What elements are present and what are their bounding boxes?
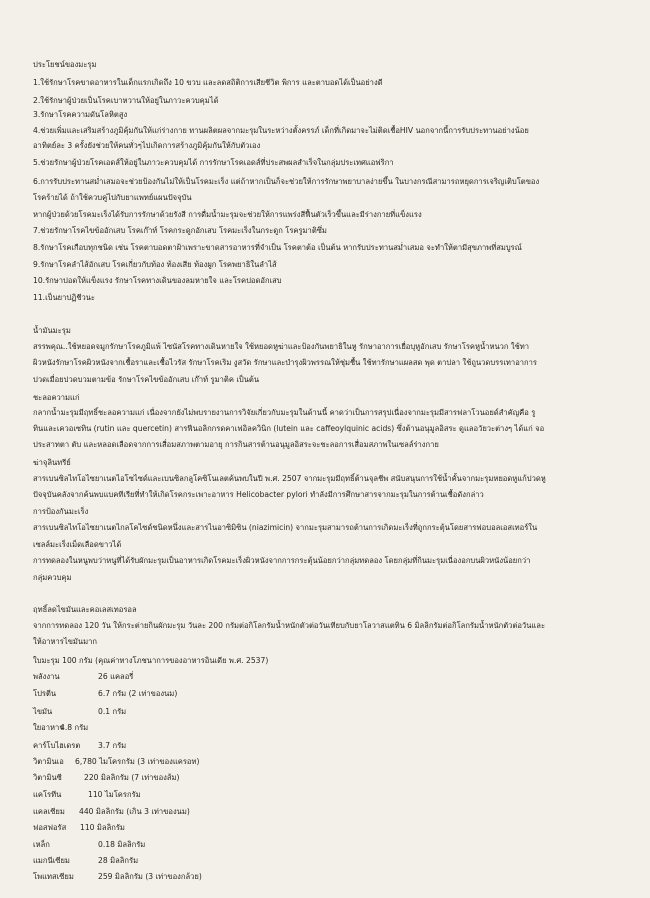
text-line: ปัจจุบันคลังจากค้นพบแบคทีเรียที่ทำให้เกิดโรคกระเพาะอาหาร Helicobacter pylori ทำลังมีการศึกษาสารจากมะรุมในการต้านเชื้อดังกล่าว	[33, 490, 484, 499]
text-line: 9.รักษาโรคลำไส้อักเสบ โรคเกี่ยวกับท้อง ท้องเสีย ท้องผูก โรคพยาธิในลำไส้	[33, 260, 277, 269]
text-line: ปวดเมื่อยปวดบวมตามข้อ รักษาโรคไขข้ออักเสบ เก๊าท์ รูมาติค เป็นต้น	[33, 375, 260, 384]
nutrient-value: 3.7 กรัม	[98, 741, 127, 750]
text-line: 10.รักษาปอดให้แข็งแรง รักษาโรคทางเดินของลมหายใจ และโรคปอดอักเสบ	[33, 276, 282, 285]
text-line: 3.รักษาโรคความดันโลหิตสูง	[33, 110, 128, 119]
text-line: 5.ช่วยรักษาผู้ป่วยโรคเอดส์ให้อยู่ในภาวะควบคุมได้ การรักษาโรคเอดส์ที่ประสพผลสำเร็จในกลุ่มประเทศแอฟริกา	[33, 158, 394, 167]
text-line: 11.เป็นยาปฏิชีวนะ	[33, 293, 96, 302]
nutrition-title: ใบมะรุม 100 กรัม (คุณค่าทางโภชนาการของอาหารอินเดีย พ.ศ. 2537)	[33, 656, 269, 665]
text-line: โรคร้ายได้ ถ้าใช้ควบคู่ไปกับยาแพทย์แผนปัจจุบัน	[33, 193, 192, 202]
text-line: 2.ใช้รักษาผู้ป่วยเป็นโรคเบาหวานให้อยู่ในภาวะควบคุมได้	[33, 96, 219, 105]
text-line: กลากน้ำมะรุมมีฤทธิ์ชะลอความแก่ เนื่องจากยังไม่พบรายงานการวิจัยเกี่ยวกับมะรุมในด้านนี้ คาดว่าเป็นการสรุปเนื่องจากมะรุมมีสารฟลาโวนอยด์สำคัญคือ รู	[33, 408, 536, 417]
nutrient-label: วิตามินเอ	[33, 757, 64, 766]
nutrient-label: คาร์โบไฮเดรต	[33, 741, 81, 750]
nutrient-value: 6,780 ไมโครกรัม (3 เท่าของแครอท)	[75, 757, 200, 766]
oil-heading: น้ำมันมะรุม	[33, 326, 71, 335]
text-line: สารเบนซิลไทโอไซยาเนตไอโซไซด์และเบนซิลกลูโคซิโนเลตค้นพบในปี พ.ศ. 2507 จากมะรุมมีฤทธิ์ต้านจุลชีพ สนับสนุนการใช้น้ำคั้นจากมะรุมหยอดหูแก้ปวดหู	[33, 474, 546, 483]
text-line: สารเบนซิลไทโอไซยาเนตไกลโคไซด์ชนิดหนึ่งและสารไนอาซิมิซิน (niazimicin) จากมะรุมสามารถต้านการเกิดมะเร็งที่ถูกกระตุ้นโดยสารฟอบอลเอสเทอร์ใน	[33, 523, 538, 532]
nutrient-label: โพแทสเซียม	[33, 872, 74, 881]
text-line: 4.ช่วยเพิ่มและเสริมสร้างภูมิคุ้มกันให้แก่ร่างกาย ทานผลิตผลจากมะรุมในระหว่างตั้งครรภ์ เด็กที่เกิดมาจะไม่ติดเชื้อHIV นอกจากนี้การรับประทานอย่างน้อย	[33, 126, 529, 135]
nutrient-value: 110 ไมโครกรัม	[88, 790, 141, 799]
nutrient-label: พลังงาน	[33, 672, 60, 681]
text-line: ผิวหนังรักษาโรคผิวหนังจากเชื้อราและเชื้อไวรัส รักษาโรคเริม งูสวัด รักษาและบำรุงผิวพรรณให้ชุ่มชื้น ใช้ทารักษาแผลสด พุด ตาปลา ใช้ถูนวดบรรเทาอาการ	[33, 358, 537, 367]
nutrient-label: ใยอาหาร	[33, 723, 64, 732]
text-line: สรรพคุณ..ใช้หยอดจมูกรักษาโรคภูมิแพ้ ไซนัสโรคทางเดินหายใจ ใช้หยอดหูฆ่าและป้องกันพยาธิในหู รักษาอาการเยื่อบุหูอักเสบ รักษาโรคหูน้ำหนวก ใช้ทา	[33, 342, 530, 351]
nutrient-value: 6.7 กรัม (2 เท่าของนม)	[98, 689, 178, 698]
text-line: 7.ช่วยรักษาโรคไขข้ออักเสบ โรคเก๊าท์ โรคกระดูกอักเสบ โรคมะเร็งในกระดูก โรครูมาติซึ่ม	[33, 226, 327, 235]
nutrient-value: 110 มิลลิกรัม	[80, 823, 125, 832]
text-line: เซลล์มะเร็งเม็ดเลือดขาวได้	[33, 540, 122, 549]
nutrient-label: แคโรทีน	[33, 790, 62, 799]
nutrient-label: โปรตีน	[33, 689, 57, 698]
nutrient-value: 4.8 กรัม	[60, 723, 89, 732]
nutrient-value: 259 มิลลิกรัม (3 เท่าของกล้วย)	[98, 872, 202, 881]
subheading: ฤทธิ์ลดไขมันและคอเลสเทอรอล	[33, 605, 137, 614]
subheading: การป้องกันมะเร็ง	[33, 507, 89, 516]
text-line: หากผู้ป่วยด้วยโรคมะเร็งได้รับการรักษาด้วยรังสี การดื่มน้ำมะรุมจะช่วยให้การแพร่งสีฟื้นตัวเร็วขึ้นและมีร่างกายที่แข็งแรง	[33, 210, 422, 219]
nutrient-value: 0.1 กรัม	[98, 707, 127, 716]
subheading: ชะลอความแก่	[33, 393, 80, 402]
nutrient-label: เหล็ก	[33, 840, 50, 849]
nutrient-label: วิตามินซี	[33, 773, 62, 782]
nutrient-value: 28 มิลลิกรัม	[98, 856, 139, 865]
text-line: ให้อาหารไขมันมาก	[33, 637, 97, 646]
nutrient-value: 220 มิลลิกรัม (7 เท่าของส้ม)	[84, 773, 180, 782]
text-line: 6.การรับประทานสม่ำเสมอจะช่วยป้องกันไม่ให้เป็นโรคมะเร็ง แต่ถ้าหากเป็นก็จะช่วยให้การรักษาพยาบาลง่ายขึ้น ในบางกรณีสามารถหยุดการเจริญเติบโตของ	[33, 177, 540, 186]
nutrient-value: 26 แคลอรี่	[98, 672, 134, 681]
text-line: กลุ่มควบคุม	[33, 573, 72, 582]
text-line: การทดลองในหนูพบว่าหนูที่ได้รับผักมะรุมเป็นอาหารเกิดโรคมะเร็งผิวหนังจากการกระตุ้นน้อยกว่ากลุ่มทดลอง โดยกลุ่มที่กินมะรุมเนื่องอกบนผิวหนังน้อยกว่า	[33, 556, 531, 565]
nutrient-label: แมกนีเซียม	[33, 856, 70, 865]
subheading: ฆ่าจุลินทรีย์	[33, 458, 71, 467]
nutrient-label: ฟอสฟอรัส	[33, 823, 67, 832]
text-line: 1.ใช้รักษาโรคขาดอาหารในเด็กแรกเกิดถึง 10 ขวบ และลดสถิติการเสียชีวิต พิการ และตาบอดได้เป็นอย่างดี	[33, 78, 383, 87]
text-line: ประสาทตา ตับ และหลอดเลือดจากการเสื่อมสภาพตามอายุ การกินสารต้านอนุมูลอิสระจะชะลอการเสื่อมสภาพในเซลล์ร่างกาย	[33, 440, 439, 449]
nutrient-value: 440 มิลลิกรัม (เกิน 3 เท่าของนม)	[79, 807, 190, 816]
nutrient-label: แคลเซียม	[33, 807, 65, 816]
text-line: อาทิตย์ละ 3 ครั้งยังช่วยให้คนทั่วๆไปเกิดการสร้างภูมิคุ้มกันให้กับตัวเอง	[33, 141, 261, 150]
benefits-heading: ประโยชน์ของมะรุม	[33, 60, 97, 69]
text-line: 8.รักษาโรคเกือบทุกชนิด เช่น โรคตาบอดตาฝ้าเพราะขาดสารอาหารที่จำเป็น โรคตาต้อ เป็นต้น หากรับประทานสม่ำเสมอ จะทำให้ตามีสุขภาพที่สมบูรณ์	[33, 243, 522, 252]
nutrient-value: 0.18 มิลลิกรัม	[98, 840, 146, 849]
nutrient-label: ไขมัน	[33, 707, 53, 716]
text-line: จากการทดลอง 120 วัน ให้กระต่ายกินผักมะรุม วันละ 200 กรัมต่อกิโลกรัมน้ำหนักตัวต่อวันเทียบกับยาโลวาสแตทิน 6 มิลลิกรัมต่อกิโลกรัมน้ำหนักตัวต่อวันและ	[33, 621, 546, 630]
text-line: ทินและเควอเซทิน (rutin และ quercetin) สารฟีนอลิกกรดคาเฟอิลควินิก (lutein และ caffeoylquinic acids) ซึ่งต้านอนุมูลอิสระ ดูแลอวัยวะต่างๆ ได้แก่ จอ	[33, 424, 545, 433]
